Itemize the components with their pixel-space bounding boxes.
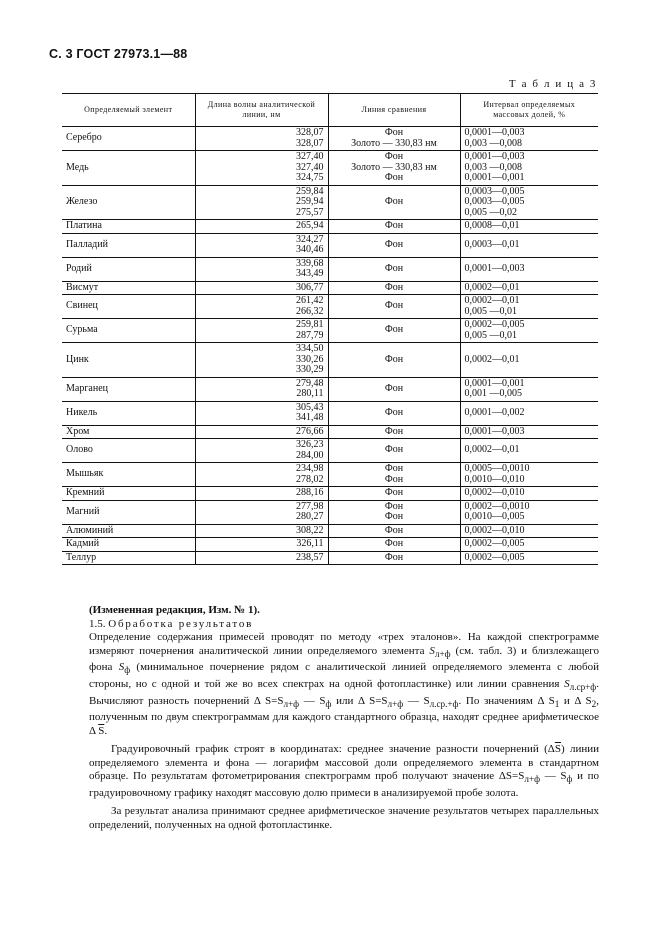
range-cell-line: 0,0010—0,010 [464, 473, 525, 485]
table-header-row [62, 94, 598, 127]
wavelength-cell-line: 279,48 [296, 377, 324, 389]
element-cell: Железо [62, 185, 195, 220]
wavelength-cell [195, 439, 328, 463]
table-row [62, 257, 598, 281]
table-row [62, 401, 598, 425]
range-cell-line: 0,0001—0,003 [464, 151, 525, 162]
wavelength-cell [195, 295, 328, 319]
wavelength-cell-line: 326,23 [296, 439, 324, 450]
reference-line-cell [328, 487, 460, 501]
table-row [62, 281, 598, 295]
table-row [62, 500, 598, 524]
table-row [62, 425, 598, 439]
reference-line-cell [328, 524, 460, 538]
table-row [62, 487, 598, 501]
range-cell-line: 0,0002—0,005 [464, 538, 525, 549]
wavelength-cell-line: 340,46 [296, 244, 324, 255]
reference-line-cell-line: Фон [384, 220, 404, 231]
range-cell [460, 401, 598, 425]
element-cell: Сурьма [62, 319, 195, 343]
wavelength-cell-line: 280,11 [296, 388, 324, 399]
element-cell: Магний [62, 500, 195, 524]
range-cell [460, 425, 598, 439]
wavelength-cell-line: 284,00 [296, 449, 324, 461]
range-cell-line: 0,0002—0,010 [464, 524, 525, 536]
wavelength-cell [195, 151, 328, 186]
range-cell [460, 439, 598, 463]
reference-line-cell-line: Фон [384, 382, 404, 394]
wavelength-cell [195, 487, 328, 501]
reference-line-cell-line: Фон [384, 353, 404, 365]
wavelength-cell-line: 265,94 [296, 220, 324, 231]
wavelength-cell [195, 551, 328, 565]
range-cell-line: 0,0010—0,005 [464, 511, 525, 522]
column-header-wavelength: Длина волны аналитической линии, нм [195, 94, 328, 127]
wavelength-cell-line: 238,57 [296, 551, 324, 563]
range-cell-line: 0,003 —0,008 [464, 161, 522, 173]
range-cell-line: 0,0002—0,005 [464, 551, 525, 563]
wavelength-cell-line: 324,27 [296, 233, 324, 245]
wavelength-cell-line: 328,07 [296, 137, 324, 149]
table-row [62, 319, 598, 343]
paragraph-result: За результат анализа принимают среднее арифметическое значение результатов четырех параллельных определений, полученных на одной фотопластинке. [89, 805, 599, 831]
range-cell-line: 0,003 —0,008 [464, 137, 522, 149]
range-cell [460, 151, 598, 186]
reference-line-cell-line: Фон [384, 487, 404, 498]
range-cell [460, 319, 598, 343]
section-title: Обработка результатов [108, 617, 254, 630]
reference-line-cell-line: Фон [384, 524, 404, 536]
wavelength-cell-line: 343,49 [296, 268, 324, 279]
range-cell [460, 343, 598, 378]
range-cell [460, 377, 598, 401]
element-cell: Платина [62, 220, 195, 234]
wavelength-cell [195, 377, 328, 401]
wavelength-cell [195, 281, 328, 295]
body-text [89, 604, 599, 832]
table-row [62, 551, 598, 565]
range-cell-line: 0,0002—0,01 [464, 444, 520, 456]
reference-line-cell [328, 463, 460, 487]
wavelength-cell [195, 233, 328, 257]
reference-line-cell [328, 281, 460, 295]
data-table [62, 93, 598, 565]
range-cell-line: 0,0003—0,005 [464, 196, 525, 207]
table-body [62, 127, 598, 565]
element-cell: Серебро [62, 127, 195, 151]
reference-line-cell [328, 343, 460, 378]
reference-line-cell [328, 151, 460, 186]
range-cell [460, 281, 598, 295]
wavelength-cell [195, 401, 328, 425]
range-cell-line: 0,0001—0,003 [464, 127, 525, 138]
range-cell-line: 0,0002—0,010 [464, 487, 525, 498]
wavelength-cell-line: 259,94 [296, 196, 324, 207]
paragraph-method: Определение содержания примесей проводят по методу «трех эталонов». На каждой спектрограмме измеряют почернения аналитической линии определяемого элемента $S_{л+ф}$ (см. табл. 3) и близлежащего фона $S_ф$ (минимальное почернение рядом с аналитической линией определяемого элемента с любой стороны, но с одной и той же во всех спектрах на одной фотопластинке) или линии сравнения $S_{л.ср+ф}$. Вычисляют разность почернений Δ $S=S_{л+ф}$ — $S_ф$ или Δ $S=S_{л+ф}$ — $S_{л.ср.+ф}$. По значениям Δ $S_1$ и Δ $S_2$, полученным по двум спектрограммам для каждого стандартного образца, находят среднее арифметическое Δ $\overline{S}$. [89, 631, 599, 737]
reference-line-cell [328, 439, 460, 463]
reference-line-cell-line: Фон [384, 511, 404, 522]
wavelength-cell-line: 259,81 [296, 319, 324, 330]
wavelength-cell-line: 327,40 [296, 161, 324, 173]
range-cell-line: 0,0005—0,0010 [464, 463, 530, 474]
reference-line-cell-line: Фон [384, 463, 404, 474]
table-row [62, 463, 598, 487]
table-row [62, 151, 598, 186]
wavelength-cell-line: 275,57 [296, 206, 324, 218]
reference-line-cell-line: Фон [384, 127, 404, 138]
wavelength-cell [195, 319, 328, 343]
range-cell [460, 524, 598, 538]
wavelength-cell-line: 339,68 [296, 257, 324, 269]
wavelength-cell-line: 276,66 [296, 425, 324, 437]
element-cell: Кремний [62, 487, 195, 501]
wavelength-cell [195, 185, 328, 220]
wavelength-cell-line: 305,43 [296, 401, 324, 413]
range-cell-line: 0,0002—0,0010 [464, 500, 530, 512]
reference-line-cell [328, 401, 460, 425]
wavelength-cell-line: 306,77 [296, 281, 324, 293]
range-cell [460, 185, 598, 220]
reference-line-cell [328, 220, 460, 234]
wavelength-cell [195, 524, 328, 538]
wavelength-cell-line: 277,98 [296, 500, 324, 512]
table-row [62, 295, 598, 319]
reference-line-cell-line: Фон [384, 281, 404, 293]
range-cell-line: 0,0001—0,003 [464, 425, 525, 437]
range-cell-line: 0,0002—0,005 [464, 319, 525, 330]
reference-line-cell-line: Фон [384, 425, 404, 437]
reference-line-cell [328, 319, 460, 343]
reference-line-cell-line: Фон [384, 300, 404, 312]
reference-line-cell-line: Фон [384, 238, 404, 250]
reference-line-cell [328, 425, 460, 439]
range-cell [460, 127, 598, 151]
column-header-reference-line: Линия сравнения [328, 94, 460, 127]
range-cell [460, 500, 598, 524]
range-cell [460, 551, 598, 565]
range-cell-line: 0,0002—0,01 [464, 281, 520, 293]
wavelength-cell-line: 328,07 [296, 127, 324, 138]
section-number: 1.5. [89, 617, 106, 630]
range-cell [460, 487, 598, 501]
paragraph-calibration: Градуировочный график строят в координатах: среднее значение разности почернений $(\Delta\overline{S})$ линии определяемого элемента и фона — логарифм массовой доли определяемого элемента в стандартном образце. По результатам фотометрирования спектрограмм проб получают значение $\Delta S=S_{л+ф}$ — $S_ф$ и по градуировочному графику находят массовую долю примеси в анализируемой пробе золота. [89, 743, 599, 799]
element-cell: Медь [62, 151, 195, 186]
wavelength-cell-line: 261,42 [296, 295, 324, 306]
range-cell [460, 463, 598, 487]
reference-line-cell-line: Фон [384, 262, 404, 274]
wavelength-cell-line: 287,79 [296, 329, 324, 341]
table-caption: Т а б л и ц а 3 [508, 78, 597, 90]
table-row [62, 439, 598, 463]
range-cell-line: 0,001 —0,005 [464, 388, 522, 399]
table-row [62, 127, 598, 151]
table-row [62, 343, 598, 378]
table-row [62, 220, 598, 234]
element-cell: Марганец [62, 377, 195, 401]
reference-line-cell-line: Фон [384, 172, 404, 183]
range-cell-line: 0,005 —0,01 [464, 329, 517, 341]
amendment-note: (Измененная редакция, Изм. № 1). [89, 604, 260, 616]
element-cell: Цинк [62, 343, 195, 378]
reference-line-cell [328, 295, 460, 319]
reference-line-cell [328, 233, 460, 257]
range-cell-line: 0,0001—0,003 [464, 262, 525, 274]
range-cell [460, 538, 598, 552]
range-cell-line: 0,0001—0,001 [464, 172, 525, 183]
column-header-element: Определяемый элемент [62, 94, 195, 127]
wavelength-cell [195, 425, 328, 439]
wavelength-cell [195, 220, 328, 234]
range-cell-line: 0,0003—0,01 [464, 238, 520, 250]
wavelength-cell-line: 327,40 [296, 151, 324, 162]
reference-line-cell-line: Фон [384, 444, 404, 456]
table-row [62, 377, 598, 401]
column-header-range: Интервал определяемых массовых долей, % [460, 94, 598, 127]
element-cell: Алюминий [62, 524, 195, 538]
wavelength-cell-line: 334,50 [296, 343, 324, 354]
reference-line-cell-line: Фон [384, 538, 404, 549]
range-cell [460, 220, 598, 234]
range-cell [460, 257, 598, 281]
range-cell-line: 0,005 —0,02 [464, 206, 517, 218]
range-cell-line: 0,0008—0,01 [464, 220, 520, 231]
wavelength-cell-line: 341,48 [296, 412, 324, 423]
wavelength-cell-line: 259,84 [296, 185, 324, 197]
wavelength-cell-line: 330,26 [296, 353, 324, 365]
reference-line-cell-line: Фон [384, 151, 404, 162]
reference-line-cell [328, 185, 460, 220]
element-cell: Свинец [62, 295, 195, 319]
element-cell: Хром [62, 425, 195, 439]
element-cell: Мышьяк [62, 463, 195, 487]
reference-line-cell [328, 500, 460, 524]
wavelength-cell [195, 463, 328, 487]
reference-line-cell-line: Золото — 330,83 нм [351, 161, 437, 173]
wavelength-cell-line: 326,11 [296, 538, 324, 549]
wavelength-cell-line: 308,22 [296, 524, 324, 536]
wavelength-cell-line: 288,16 [296, 487, 324, 498]
element-cell: Олово [62, 439, 195, 463]
wavelength-cell-line: 278,02 [296, 473, 324, 485]
wavelength-cell [195, 538, 328, 552]
reference-line-cell-line: Фон [384, 406, 404, 418]
reference-line-cell [328, 127, 460, 151]
table-row [62, 538, 598, 552]
table-row [62, 185, 598, 220]
reference-line-cell-line: Фон [384, 196, 404, 207]
wavelength-cell [195, 127, 328, 151]
range-cell-line: 0,0003—0,005 [464, 185, 525, 197]
wavelength-cell [195, 343, 328, 378]
range-cell-line: 0,0001—0,002 [464, 406, 525, 418]
element-cell: Теллур [62, 551, 195, 565]
table-row [62, 524, 598, 538]
reference-line-cell [328, 551, 460, 565]
element-cell: Родий [62, 257, 195, 281]
reference-line-cell-line: Золото — 330,83 нм [351, 137, 437, 149]
element-cell: Висмут [62, 281, 195, 295]
range-cell-line: 0,0002—0,01 [464, 353, 520, 365]
reference-line-cell [328, 257, 460, 281]
wavelength-cell-line: 330,29 [296, 364, 324, 375]
wavelength-cell-line: 324,75 [296, 172, 324, 183]
reference-line-cell-line: Фон [384, 551, 404, 563]
reference-line-cell-line: Фон [384, 473, 404, 485]
reference-line-cell [328, 377, 460, 401]
element-cell: Кадмий [62, 538, 195, 552]
range-cell [460, 295, 598, 319]
table-row [62, 233, 598, 257]
reference-line-cell-line: Фон [384, 324, 404, 336]
element-cell: Палладий [62, 233, 195, 257]
range-cell-line: 0,005 —0,01 [464, 305, 517, 317]
section-heading [89, 618, 599, 632]
range-cell-line: 0,0001—0,001 [464, 377, 525, 389]
range-cell-line: 0,0002—0,01 [464, 295, 520, 306]
wavelength-cell [195, 500, 328, 524]
wavelength-cell-line: 280,27 [296, 511, 324, 522]
wavelength-cell-line: 266,32 [296, 305, 324, 317]
wavelength-cell [195, 257, 328, 281]
page-header: С. 3 ГОСТ 27973.1—88 [49, 47, 188, 61]
element-cell: Никель [62, 401, 195, 425]
wavelength-cell-line: 234,98 [296, 463, 324, 474]
range-cell [460, 233, 598, 257]
reference-line-cell-line: Фон [384, 500, 404, 512]
reference-line-cell [328, 538, 460, 552]
